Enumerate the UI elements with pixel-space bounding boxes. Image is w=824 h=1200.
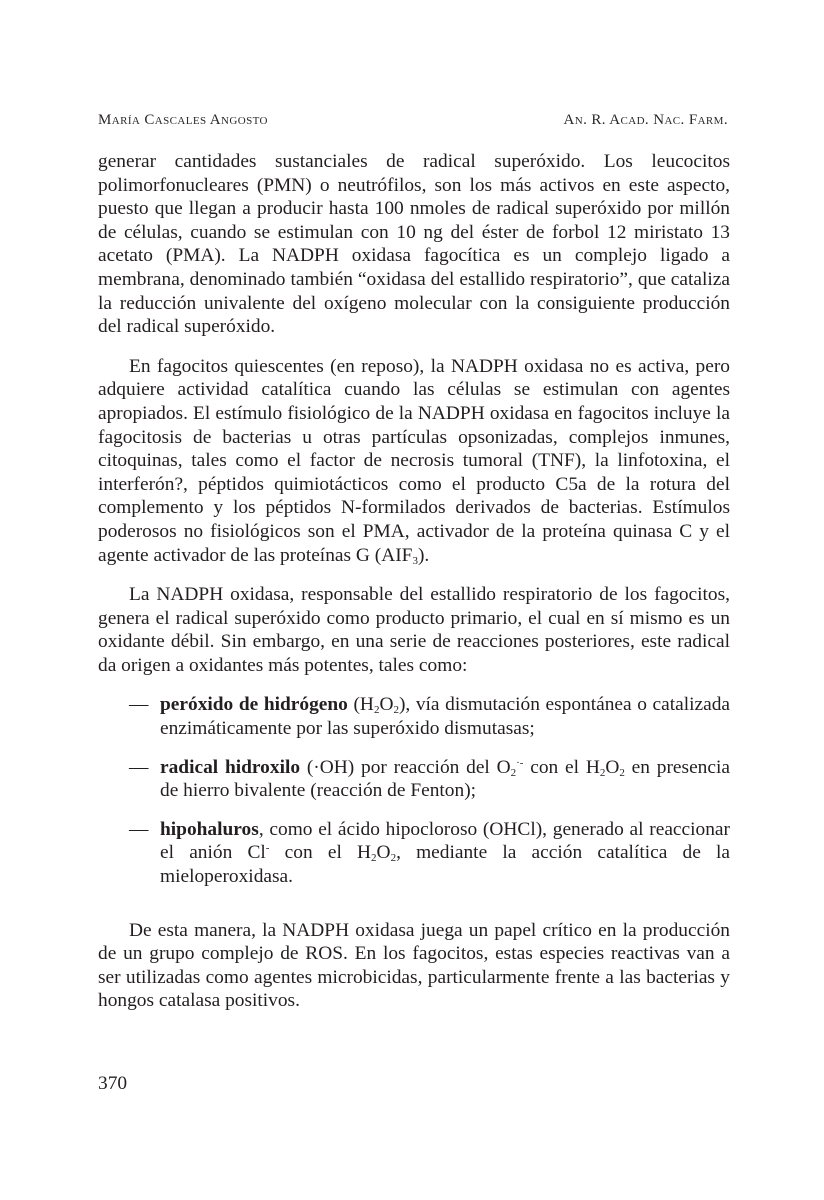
list-dash: — — [129, 818, 149, 840]
header-author: María Cascales Angosto — [98, 112, 268, 128]
subscript: 2 — [510, 766, 517, 779]
paragraph-3: La NADPH oxidasa, responsable del estallido respiratorio de los fagocitos, genera el radical superóxido como producto primario, el cual en sí mismo es un oxidante débil. Sin embargo, en una serie de reacciones posteriores, este radical da origen a oxidantes más potentes, tales como: — [98, 584, 730, 676]
list-text: , mediante la acción catalítica de la mieloperoxidasa. — [160, 842, 730, 888]
paragraph-2-text: En fagocitos quiescentes (en reposo), la NADPH oxidasa no es activa, pero adquiere actividad catalítica cuando las células se estimulan con agentes apropiados. El estímulo fisiológico de la NADPH oxidasa en fagocitos incluye la fagocitosis de bacterias u otras partículas opsonizadas, complejos inmunes, citoquinas, tales como el factor de necrosis tumoral (TNF), la linfotoxina, el interferón?, péptidos quimiotácticos como el producto C5a de la rotura del complemento y los péptidos N-formilados derivados de bacterias. Estímulos poderosos no fisiológicos son el PMA, activador de la proteína quinasa C y el agente activador de las proteínas G (AIF — [98, 355, 730, 566]
list-text: O — [379, 694, 394, 716]
article-body — [98, 150, 730, 1029]
list-item — [98, 756, 730, 803]
subscript: 2 — [393, 704, 399, 717]
subscript: 2 — [390, 852, 397, 865]
aif3-subscript: 3 — [412, 554, 418, 567]
running-header — [98, 112, 728, 134]
subscript: 2 — [371, 852, 377, 865]
subscript: 2 — [599, 766, 606, 779]
paragraph-2-end: ). — [417, 544, 430, 566]
list-term-hypohalides: hipohaluros — [160, 818, 259, 840]
list-text: con el H — [269, 842, 372, 864]
list-term-hydroxyl: radical hidroxilo — [160, 756, 301, 778]
page-number: 370 — [98, 1073, 128, 1094]
superscript: ·- — [516, 756, 524, 769]
list-term-peroxide: peróxido de hidrógeno — [160, 694, 348, 716]
header-journal: An. R. Acad. Nac. Farm. — [563, 112, 728, 128]
list-dash: — — [129, 694, 149, 716]
subscript: 2 — [619, 766, 625, 779]
oxidants-list — [98, 693, 730, 888]
list-text: en presencia de hierro bivalente (reacción de Fenton); — [160, 756, 730, 802]
list-text: con el H — [523, 756, 600, 778]
list-text: O — [376, 842, 391, 864]
list-text: (·OH) por reacción del O — [300, 756, 511, 778]
list-text: ), vía dismutación espontánea o catalizada enzimáticamente por las superóxido dismutasas; — [160, 694, 731, 740]
superscript: - — [265, 842, 270, 855]
paragraph-4: De esta manera, la NADPH oxidasa juega un papel crítico en la producción de un grupo complejo de ROS. En los fagocitos, estas especies reactivas van a ser utilizadas como agentes microbicidas, particularmente frente a las bacterias y hongos catalasa positivos. — [98, 919, 730, 1012]
list-text: , como el ácido hipocloroso (OHCl), generado al reaccionar el anión Cl — [160, 818, 730, 864]
list-dash: — — [129, 756, 149, 778]
list-item — [98, 693, 730, 740]
paragraph-2 — [98, 355, 730, 567]
list-item — [98, 818, 730, 889]
list-text: (H — [347, 694, 374, 716]
paragraph-1: generar cantidades sustanciales de radical superóxido. Los leucocitos polimorfonucleares (PMN) o neutrófilos, son los más activos en este aspecto, puesto que llegan a producir hasta 100 nmoles de radical superóxido por millón de células, cuando se estimulan con 10 ng del éster de forbol 12 miristato 13 acetato (PMA). La NADPH oxidasa fagocítica es un complejo ligado a membrana, denominado también “oxidasa del estallido respiratorio”, que cataliza la reducción univalente del oxígeno molecular con la consiguiente producción del radical superóxido. — [98, 151, 730, 338]
list-text: O — [605, 756, 620, 778]
subscript: 2 — [373, 704, 380, 717]
